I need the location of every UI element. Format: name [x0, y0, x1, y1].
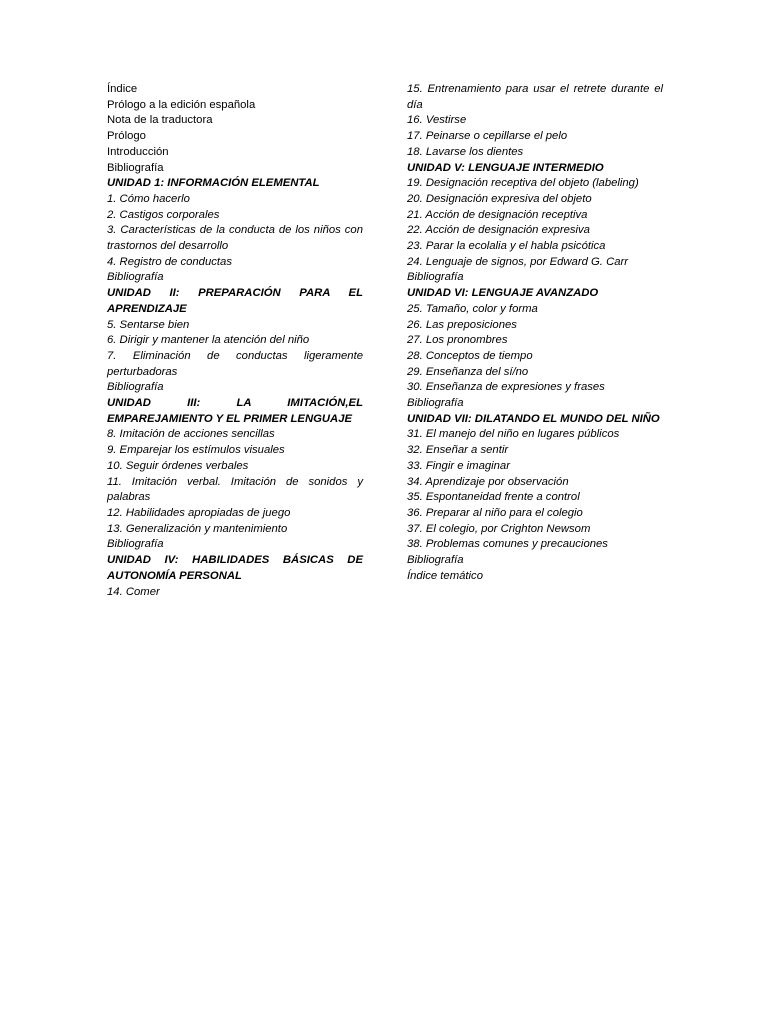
toc-entry: 23. Parar la ecolalia y el habla psicótica: [407, 240, 606, 253]
toc-entry: Índice: [107, 83, 138, 95]
toc-entry: Nota de la traductora: [107, 114, 213, 127]
toc-entry: 34. Aprendizaje por observación: [407, 475, 569, 488]
toc-right-column: [407, 82, 663, 585]
toc-entry: 17. Peinarse o cepillarse el pelo: [407, 130, 568, 143]
toc-entry: 25. Tamaño, color y forma: [407, 302, 538, 315]
toc-entry: 18. Lavarse los dientes: [407, 145, 524, 158]
toc-entry: 10. Seguir órdenes verbales: [107, 459, 249, 472]
toc-unit-heading: UNIDAD 1: INFORMACIÓN ELEMENTAL: [107, 177, 320, 190]
toc-unit-heading: UNIDAD V: LENGUAJE INTERMEDIO: [407, 161, 604, 174]
toc-entry: 1. Cómo hacerlo: [107, 192, 190, 205]
toc-entry: 16. Vestirse: [407, 114, 467, 127]
toc-entry: 27. Los pronombres: [407, 334, 508, 347]
toc-entry: Bibliografía: [407, 554, 464, 567]
toc-entry: 13. Generalización y mantenimiento: [107, 522, 288, 535]
toc-entry: Bibliografía: [407, 397, 464, 410]
toc-entry: 12. Habilidades apropiadas de juego: [107, 506, 291, 519]
toc-entry: 31. El manejo del niño en lugares públicos: [407, 428, 620, 441]
toc-unit-heading: UNIDAD III: LA IMITACIÓN,EL EMPAREJAMIENTO Y EL PRIMER LENGUAJE: [107, 397, 363, 425]
toc-entry: 29. Enseñanza del sí/no: [407, 365, 529, 378]
toc-entry: 22. Acción de designación expresiva: [407, 224, 590, 237]
toc-unit-heading: UNIDAD II: PREPARACIÓN PARA EL APRENDIZAJE: [107, 287, 363, 315]
toc-entry: Bibliografía: [107, 271, 164, 284]
toc-entry: 19. Designación receptiva del objeto (labeling): [407, 177, 639, 190]
toc-entry: 9. Emparejar los estímulos visuales: [107, 444, 285, 457]
toc-entry: 5. Sentarse bien: [107, 318, 190, 331]
toc-unit-heading: UNIDAD VI: LENGUAJE AVANZADO: [407, 287, 599, 300]
toc-entry: Bibliografía: [407, 271, 464, 284]
toc-entry: 11. Imitación verbal. Imitación de sonidos y palabras: [107, 475, 363, 504]
toc-unit-heading: UNIDAD IV: HABILIDADES BÁSICAS DE AUTONOMÍA PERSONAL: [107, 554, 363, 582]
toc-entry: 3. Características de la conducta de los niños con trastornos del desarrollo: [107, 224, 363, 253]
toc-entry: 6. Dirigir y mantener la atención del niño: [107, 334, 310, 347]
toc-entry: 38. Problemas comunes y precauciones: [407, 538, 608, 551]
toc-entry: Índice temático: [407, 569, 483, 582]
toc-entry: Bibliografía: [107, 161, 164, 174]
toc-unit-heading: UNIDAD VII: DILATANDO EL MUNDO DEL NIÑO: [407, 412, 660, 425]
toc-entry: 28. Conceptos de tiempo: [407, 349, 533, 362]
toc-entry: 20. Designación expresiva del objeto: [407, 192, 592, 205]
toc-entry: 4. Registro de conductas: [107, 255, 232, 268]
toc-entry: 35. Espontaneidad frente a control: [407, 491, 580, 504]
toc-entry: 33. Fingir e imaginar: [407, 459, 510, 472]
toc-entry: 26. Las preposiciones: [407, 318, 517, 331]
toc-entry: 32. Enseñar a sentir: [407, 444, 509, 457]
toc-entry: 21. Acción de designación receptiva: [407, 208, 588, 221]
toc-entry: 30. Enseñanza de expresiones y frases: [407, 381, 605, 394]
toc-entry: Prólogo a la edición española: [107, 98, 256, 111]
toc-entry: Introducción: [107, 145, 169, 158]
toc-entry: 2. Castigos corporales: [107, 208, 220, 221]
toc-entry: 36. Preparar al niño para el colegio: [407, 506, 583, 519]
toc-entry: Prólogo: [107, 130, 146, 143]
toc-left-column: [107, 82, 363, 600]
toc-entry: 37. El colegio, por Crighton Newsom: [407, 522, 591, 535]
toc-entry: Bibliografía: [107, 381, 164, 394]
toc-entry: 15. Entrenamiento para usar el retrete durante el día: [407, 83, 663, 111]
toc-entry: 8. Imitación de acciones sencillas: [107, 428, 275, 441]
toc-entry: Bibliografía: [107, 538, 164, 551]
toc-entry: 14. Comer: [107, 585, 160, 598]
toc-entry: 24. Lenguaje de signos, por Edward G. Carr: [407, 255, 629, 268]
toc-entry: 7. Eliminación de conductas ligeramente perturbadoras: [107, 349, 363, 378]
